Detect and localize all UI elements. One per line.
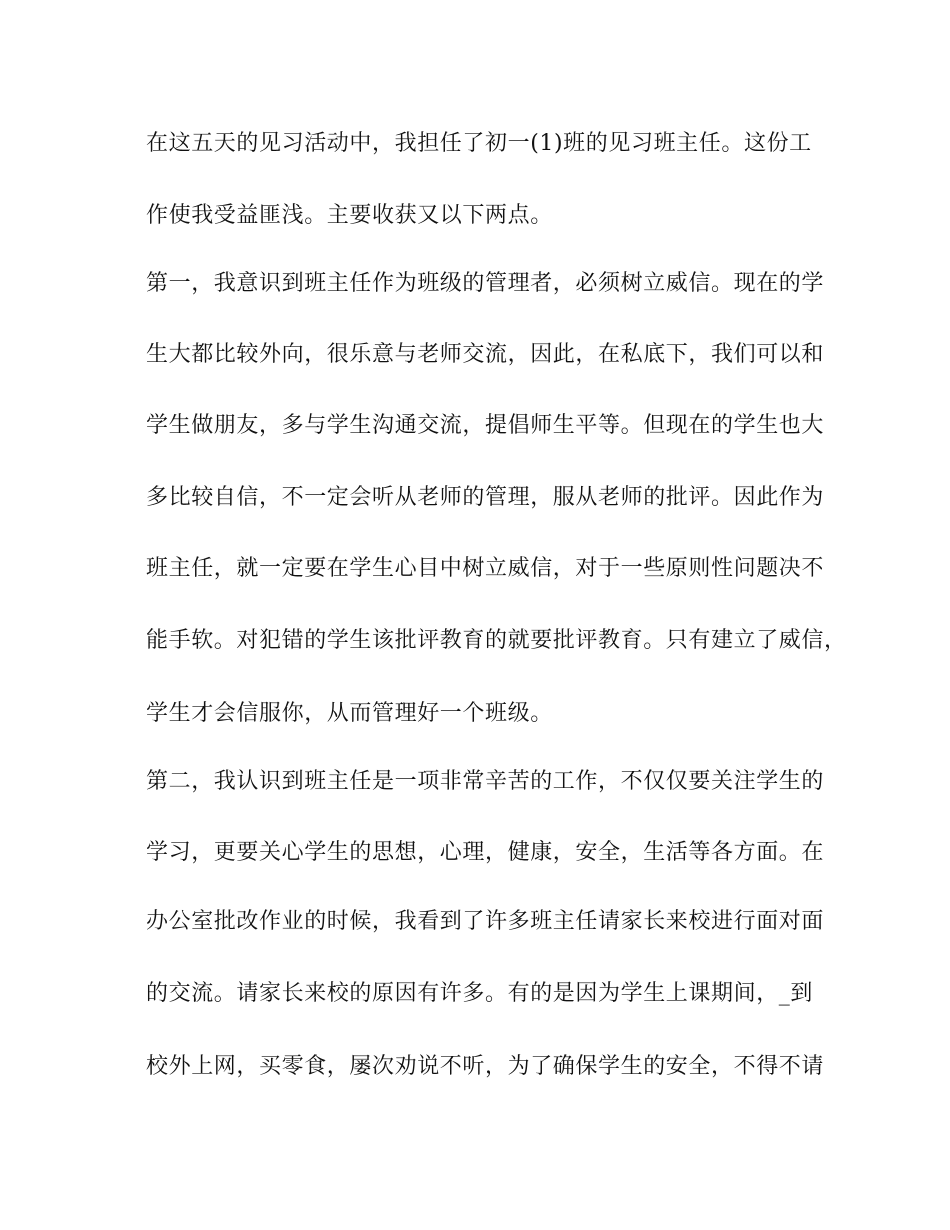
text-line-13: 的交流。请家长来校的原因有许多。有的是因为学生上课期间，_到 xyxy=(146,981,814,1006)
text-line-8: 能手软。对犯错的学生该批评教育的就要批评教育。只有建立了威信， xyxy=(146,628,847,653)
text-line-9: 学生才会信服你，从而管理好一个班级。 xyxy=(146,701,553,726)
text-line-6: 多比较自信，不一定会听从老师的管理，服从老师的批评。因此作为 xyxy=(146,485,825,510)
text-line-12: 办公室批改作业的时候，我看到了许多班主任请家长来校进行面对面 xyxy=(146,909,825,934)
text-line-1: 在这五天的见习活动中，我担任了初一(1)班的见习班主任。这份工 xyxy=(146,131,812,156)
text-line-7: 班主任，就一定要在学生心目中树立威信，对于一些原则性问题决不 xyxy=(146,556,825,581)
text-line-14: 校外上网，买零食，屡次劝说不听，为了确保学生的安全，不得不请 xyxy=(146,1054,825,1079)
text-line-10: 第二，我认识到班主任是一项非常辛苦的工作，不仅仅要关注学生的 xyxy=(146,769,825,794)
text-line-11: 学习，更要关心学生的思想，心理，健康，安全，生活等各方面。在 xyxy=(146,840,825,865)
text-line-2: 作使我受益匪浅。主要收获又以下两点。 xyxy=(146,203,553,228)
text-line-4: 生大都比较外向，很乐意与老师交流，因此，在私底下，我们可以和 xyxy=(146,342,825,367)
text-line-5: 学生做朋友，多与学生沟通交流，提倡师生平等。但现在的学生也大 xyxy=(146,413,825,438)
text-line-3: 第一，我意识到班主任作为班级的管理者，必须树立威信。现在的学 xyxy=(146,271,825,296)
